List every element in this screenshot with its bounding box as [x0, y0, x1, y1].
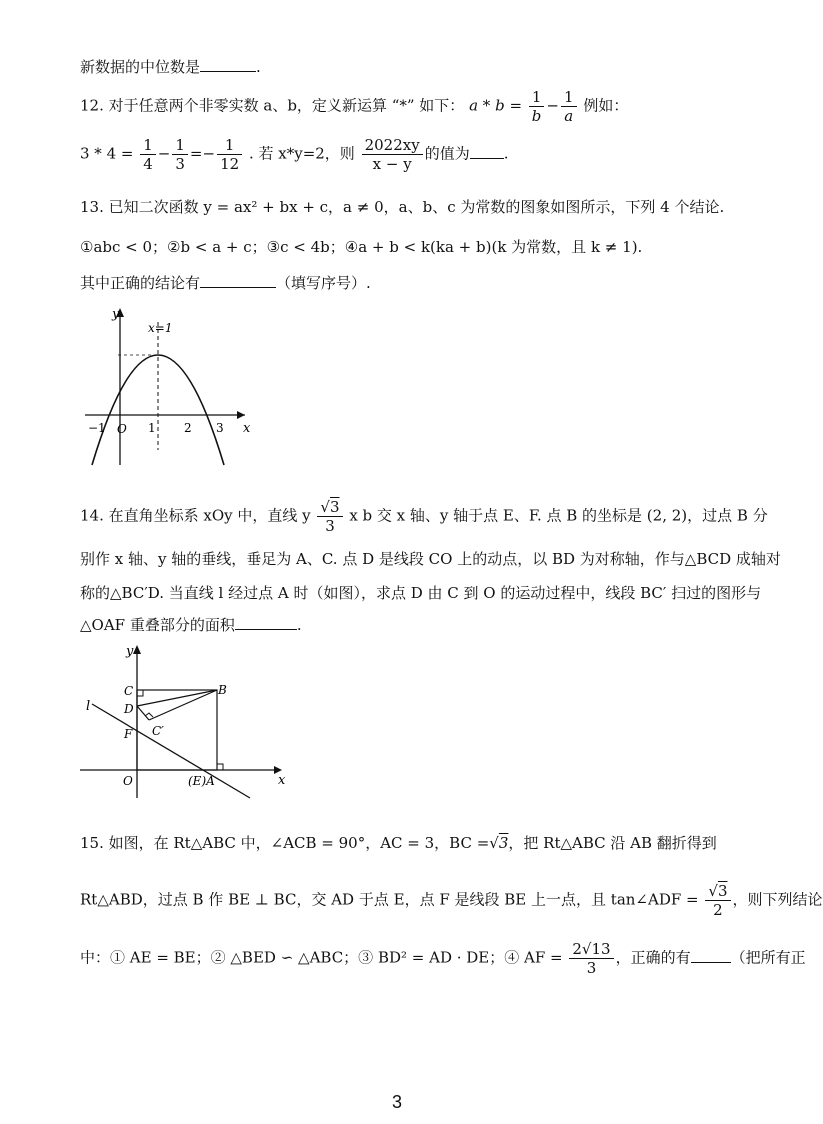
q15-frac-AF: $\frac{2√13}{3}$ — [569, 940, 613, 977]
q14-frac-sqrt3-over-3: $\frac{√3}{3}$ — [317, 498, 342, 535]
q14-geometry-figure — [80, 640, 300, 800]
svg-text:O: O — [123, 774, 133, 788]
svg-text:C′: C′ — [152, 724, 164, 738]
svg-text:C: C — [124, 684, 134, 698]
q15-blank — [691, 962, 731, 963]
svg-text:2: 2 — [184, 421, 192, 435]
q14-line-3: 称的△BC′D. 当直线 l 经过点 A 时（如图），求点 D 由 C 到 O 的运动过程中，线段 BC′ 扫过的图形与 — [80, 584, 762, 602]
q12-line-1: 12. 对于任意两个非零实数 a、b，定义新运算 “*” 如下： a * b = $\frac{1}{b}$ − $\frac{1}{a}$ 例如： — [80, 88, 629, 125]
svg-text:1: 1 — [148, 421, 156, 435]
graph-axis-label: x=1 — [148, 321, 173, 335]
q11-line: 新数据的中位数是 . — [80, 58, 261, 76]
q12-blank — [470, 158, 504, 159]
q13-blank — [200, 287, 276, 288]
rect-CBAO — [137, 690, 217, 770]
q11-text: 新数据的中位数是 — [80, 58, 201, 76]
q13-ask-line: 其中正确的结论有 （填写序号）. — [80, 274, 371, 292]
q14-blank — [235, 629, 297, 630]
q14-line-2: 别作 x 轴、y 轴的垂线，垂足为 A、C. 点 D 是线段 CO 上的动点，以 BD 为对称轴，作与△BCD 成轴对 — [80, 550, 781, 568]
q15-frac-sqrt3-over-2: $\frac{√3}{2}$ — [705, 882, 730, 919]
graph-y-label: y — [112, 307, 120, 322]
svg-text:3: 3 — [216, 421, 224, 435]
q15-line-1: 15. 如图，在 Rt△ABC 中，∠ACB = 90°，AC = 3，BC =√3，把 Rt△ABC 沿 AB 翻折得到 — [80, 834, 717, 852]
q12-condition: . 若 x*y=2，则 — [248, 144, 355, 163]
q12-intro: 12. 对于任意两个非零实数 a、b，定义新运算 “*” 如下： — [80, 96, 465, 115]
svg-text:B: B — [218, 683, 227, 697]
q13-parabola-graph — [80, 300, 260, 475]
q15-line-3: 中：① AE = BE；② △BED ∽ △ABC；③ BD² = AD · DE；④ AF = $\frac{2√13}{3}$ ，正确的有 （把所有正 — [80, 940, 806, 977]
svg-text:−1: −1 — [88, 421, 106, 435]
svg-text:y: y — [126, 644, 134, 659]
q12-frac-expression: $\frac{2022xy}{x - y}$ — [362, 136, 423, 173]
q12-frac-1a: $\frac{1}{a}$ — [561, 88, 577, 125]
q14-line-1: 14. 在直角坐标系 xOy 中，直线 y $\frac{√3}{3}$ x b 交 x 轴、y 轴于点 E、F. 点 B 的坐标是 (2, 2)，过点 B 分 — [80, 498, 768, 535]
q15-line-2: Rt△ABD，过点 B 作 BE ⊥ BC，交 AD 于点 E，点 F 是线段 BE 上一点，且 tan∠ADF = $\frac{√3}{2}$ ，则下列结论 — [80, 882, 823, 919]
svg-text:x: x — [278, 773, 286, 788]
q13-items: ①abc < 0；②b < a + c；③c < 4b；④a + b < k(ka + b)(k 为常数，且 k ≠ 1). — [80, 238, 643, 256]
q13-intro: 13. 已知二次函数 y = ax² + bx + c，a ≠ 0，a、b、c 为常数的图象如图所示，下列 4 个结论. — [80, 198, 725, 216]
q12-line-2: 3 * 4 = $\frac{1}{4}$ − $\frac{1}{3}$ =− $\frac{1}{12}$ . 若 x*y=2，则 $\frac{2022xy}{x - y}$ 的值为 . — [80, 136, 509, 173]
q11-blank — [200, 71, 256, 72]
line-l — [92, 704, 250, 798]
svg-text:F: F — [124, 727, 133, 741]
q14-line-4: △OAF 重叠部分的面积 . — [80, 616, 302, 634]
svg-text:O: O — [117, 422, 127, 436]
svg-text:D: D — [124, 702, 134, 716]
q12-frac-1b: $\frac{1}{b}$ — [529, 88, 545, 125]
svg-text:(E)A: (E)A — [188, 774, 215, 788]
graph-x-label: x — [243, 421, 251, 436]
page-number: 3 — [391, 1092, 402, 1112]
svg-text:l: l — [86, 699, 91, 714]
